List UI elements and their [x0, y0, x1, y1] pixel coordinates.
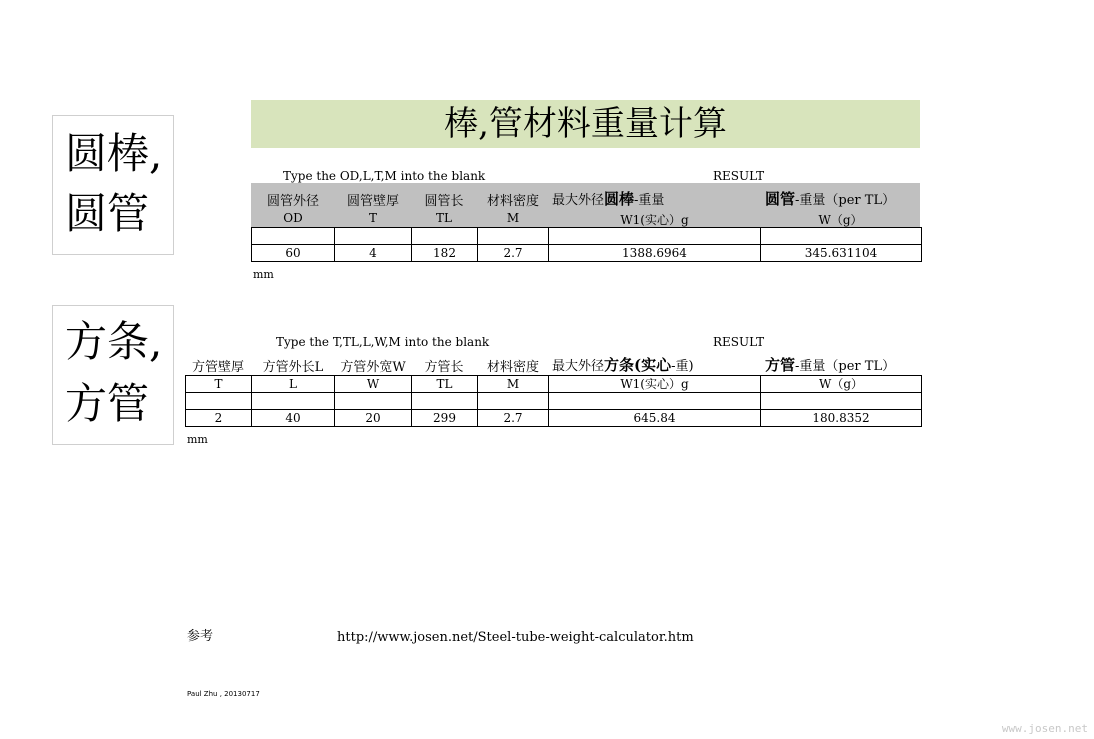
square-code-w: W: [335, 376, 412, 393]
round-blank-w: [761, 228, 922, 245]
round-side-label-box: [52, 115, 174, 255]
square-header-t-cn: 方管壁厚: [191, 360, 244, 375]
round-side-label-line1: 圆棒,: [65, 129, 163, 178]
round-header-tl-cn: 圆管长: [424, 194, 464, 209]
round-code-t: T: [368, 211, 377, 225]
round-value-m[interactable]: 2.7: [478, 245, 549, 262]
round-header-bar-weight: [552, 188, 664, 209]
square-blank-m[interactable]: [478, 393, 549, 410]
round-blank-tl[interactable]: [412, 228, 478, 245]
round-header-t-cn: 圆管壁厚: [346, 194, 399, 209]
round-header-bar-suffix: -重量: [634, 193, 665, 208]
round-value-w: 345.631104: [761, 245, 922, 262]
round-header-bar-prefix: 最大外径: [552, 193, 605, 208]
square-input-table: [185, 375, 922, 427]
round-value-w1: 1388.6964: [549, 245, 761, 262]
square-code-t: T: [186, 376, 252, 393]
square-blank-w[interactable]: [335, 393, 412, 410]
square-result-label: RESULT: [713, 335, 765, 349]
round-blank-t[interactable]: [335, 228, 412, 245]
author-note: Paul Zhu , 20130717: [187, 690, 260, 698]
round-header-od-cn: 圆管外径: [266, 194, 319, 209]
square-header-tube-bold: 方管: [765, 356, 796, 374]
round-instruction: Type the OD,L,T,M into the blank: [283, 169, 486, 183]
round-value-tl[interactable]: 182: [412, 245, 478, 262]
round-header-tube-suffix: -重量（per TL）: [795, 193, 896, 208]
square-side-label-line2: 方管: [65, 379, 150, 428]
square-header-m-cn: 材料密度: [486, 360, 539, 375]
square-side-label-line1: 方条,: [65, 317, 163, 366]
square-header-tl-cn: 方管长: [424, 360, 464, 375]
square-header-tube-weight: [765, 354, 895, 375]
table-row: [186, 393, 922, 410]
square-header-bar-weight: [552, 354, 694, 375]
round-code-m: M: [506, 211, 520, 225]
square-header-l-cn: 方管外长L: [262, 360, 324, 375]
square-value-tl[interactable]: 299: [412, 410, 478, 427]
table-row: [252, 228, 922, 245]
square-instruction: Type the T,TL,L,W,M into the blank: [276, 335, 490, 349]
round-header-tube-weight: [765, 188, 895, 209]
square-code-wg: W（g）: [761, 376, 922, 393]
round-unit: mm: [253, 268, 274, 281]
round-side-label-line2: 圆管: [65, 189, 150, 238]
round-header-bar-bold: 圆棒: [604, 190, 635, 208]
square-side-label-box: [52, 305, 174, 445]
square-value-w[interactable]: 20: [335, 410, 412, 427]
title-band: [251, 100, 920, 148]
square-value-w1: 645.84: [549, 410, 761, 427]
round-blank-od[interactable]: [252, 228, 335, 245]
reference-url-link[interactable]: http://www.josen.net/Steel-tube-weight-calculator.htm: [337, 630, 694, 645]
round-header-m-cn: 材料密度: [486, 194, 539, 209]
square-value-l[interactable]: 40: [252, 410, 335, 427]
round-value-t[interactable]: 4: [335, 245, 412, 262]
square-header-w-cn: 方管外宽W: [340, 360, 406, 375]
round-blank-w1: [549, 228, 761, 245]
square-header-bar-bold: 方条(实心: [604, 356, 672, 374]
reference-label: 参考: [187, 629, 214, 644]
square-blank-tl[interactable]: [412, 393, 478, 410]
square-code-l: L: [252, 376, 335, 393]
square-blank-wg: [761, 393, 922, 410]
round-input-table: [251, 227, 922, 262]
square-header-tube-suffix: -重量（per TL）: [795, 359, 896, 374]
round-header-tube-bold: 圆管: [765, 190, 796, 208]
square-code-w1: W1(实心）g: [549, 376, 761, 393]
square-value-t[interactable]: 2: [186, 410, 252, 427]
round-code-tl: TL: [436, 211, 452, 225]
square-code-m: M: [478, 376, 549, 393]
square-blank-w1: [549, 393, 761, 410]
square-blank-t[interactable]: [186, 393, 252, 410]
square-unit: mm: [187, 433, 208, 446]
round-result-label: RESULT: [713, 169, 765, 183]
round-code-w1: W1(实心）g: [620, 213, 689, 227]
square-header-bar-suffix: -重): [671, 359, 694, 374]
square-header-bar-prefix: 最大外径: [552, 359, 605, 374]
table-row: [186, 410, 922, 427]
table-row: [252, 245, 922, 262]
round-code-od: OD: [283, 211, 303, 225]
watermark: www.josen.net: [1001, 722, 1088, 735]
table-row: [186, 376, 922, 393]
square-value-m[interactable]: 2.7: [478, 410, 549, 427]
round-blank-m[interactable]: [478, 228, 549, 245]
round-code-w: W（g）: [818, 213, 863, 227]
square-code-tl: TL: [412, 376, 478, 393]
square-value-wg: 180.8352: [761, 410, 922, 427]
square-blank-l[interactable]: [252, 393, 335, 410]
page-title: 棒,管材料重量计算: [444, 104, 727, 144]
round-value-od[interactable]: 60: [252, 245, 335, 262]
